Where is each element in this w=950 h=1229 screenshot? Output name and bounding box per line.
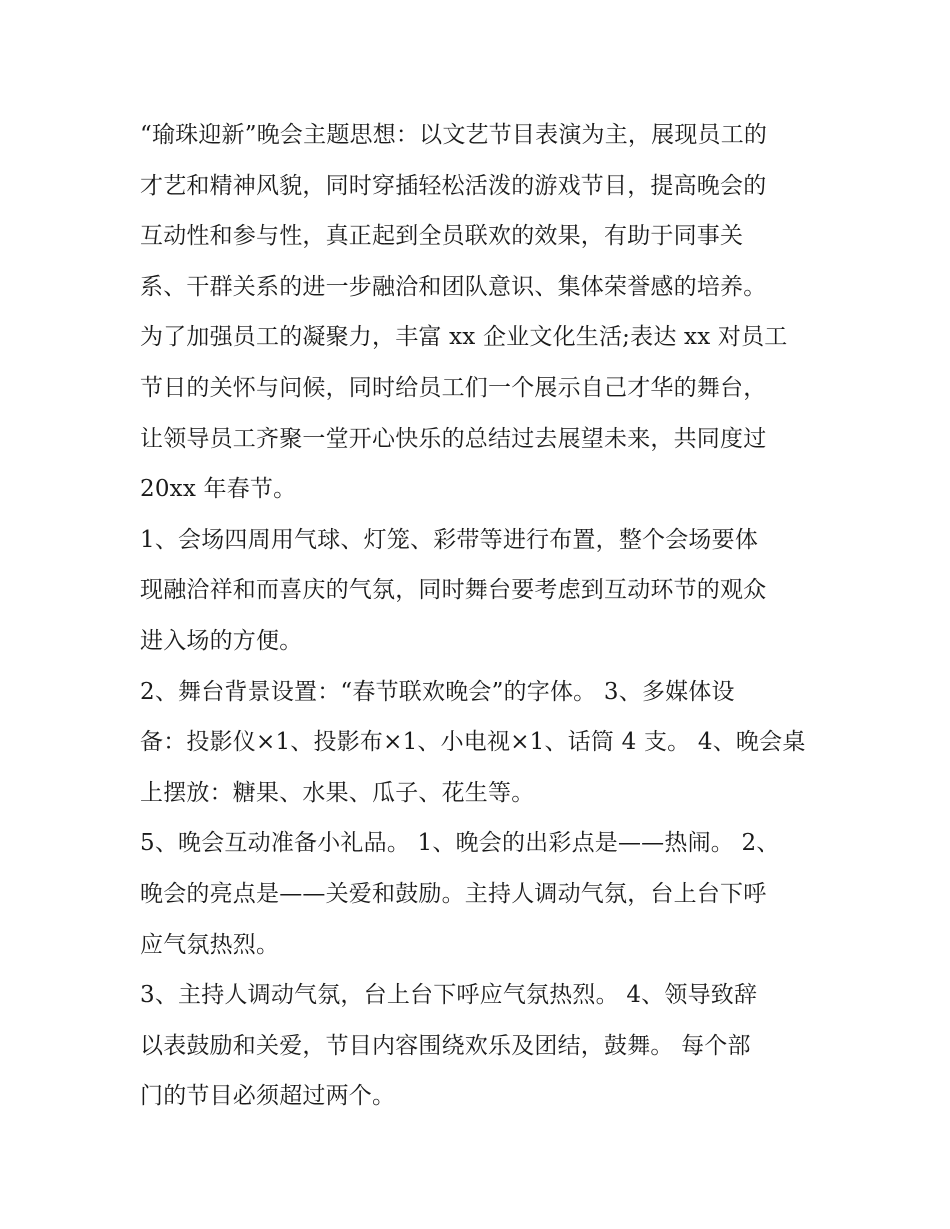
text-line: 1、会场四周用气球、灯笼、彩带等进行布置，整个会场要体 bbox=[140, 526, 759, 553]
text-line: 节日的关怀与问候，同时给员工们一个展示自己才华的舞台， bbox=[140, 374, 767, 401]
text-line: 3、主持人调动气氛，台上台下呼应气氛热烈。 4、领导致辞 bbox=[140, 982, 758, 1009]
text-line: 以表鼓励和关爱，节目内容围绕欢乐及团结，鼓舞。 每个部 bbox=[140, 1032, 751, 1059]
text-line: 20xx 年春节。 bbox=[140, 476, 297, 503]
text-line: 上摆放：糖果、水果、瓜子、花生等。 bbox=[140, 779, 535, 806]
text-line: “瑜珠迎新”晚会主题思想：以文艺节目表演为主，展现员工的 bbox=[140, 122, 768, 148]
text-line: 2、舞台背景设置：“春节联欢晚会”的字体。 3、多媒体设 bbox=[140, 678, 735, 705]
text-line: 门的节目必须超过两个。 bbox=[140, 1083, 396, 1110]
text-line: 应气氛热烈。 bbox=[140, 931, 280, 958]
text-line: 5、晚会互动准备小礼品。 1、晚会的出彩点是——热闹。 2、 bbox=[140, 830, 780, 857]
text-line: 互动性和参与性，真正起到全员联欢的效果，有助于同事关 bbox=[140, 223, 744, 250]
document-body bbox=[140, 110, 830, 1122]
text-line: 才艺和精神风貌，同时穿插轻松活泼的游戏节目，提高晚会的 bbox=[140, 172, 767, 199]
text-line: 现融洽祥和而喜庆的气氛，同时舞台要考虑到互动环节的观众 bbox=[140, 577, 767, 604]
text-line: 进入场的方便。 bbox=[140, 627, 303, 654]
text-line: 让领导员工齐聚一堂开心快乐的总结过去展望未来，共同度过 bbox=[140, 425, 767, 452]
text-line: 系、干群关系的进一步融洽和团队意识、集体荣誉感的培养。 bbox=[140, 273, 767, 300]
text-line: 为了加强员工的凝聚力，丰富 xx 企业文化生活;表达 xx 对员工 bbox=[140, 324, 788, 351]
text-line: 晚会的亮点是——关爱和鼓励。主持人调动气氛，台上台下呼 bbox=[140, 880, 767, 907]
text-line: 备：投影仪×1、投影布×1、小电视×1、话筒 4 支。 4、晚会桌 bbox=[140, 729, 806, 756]
